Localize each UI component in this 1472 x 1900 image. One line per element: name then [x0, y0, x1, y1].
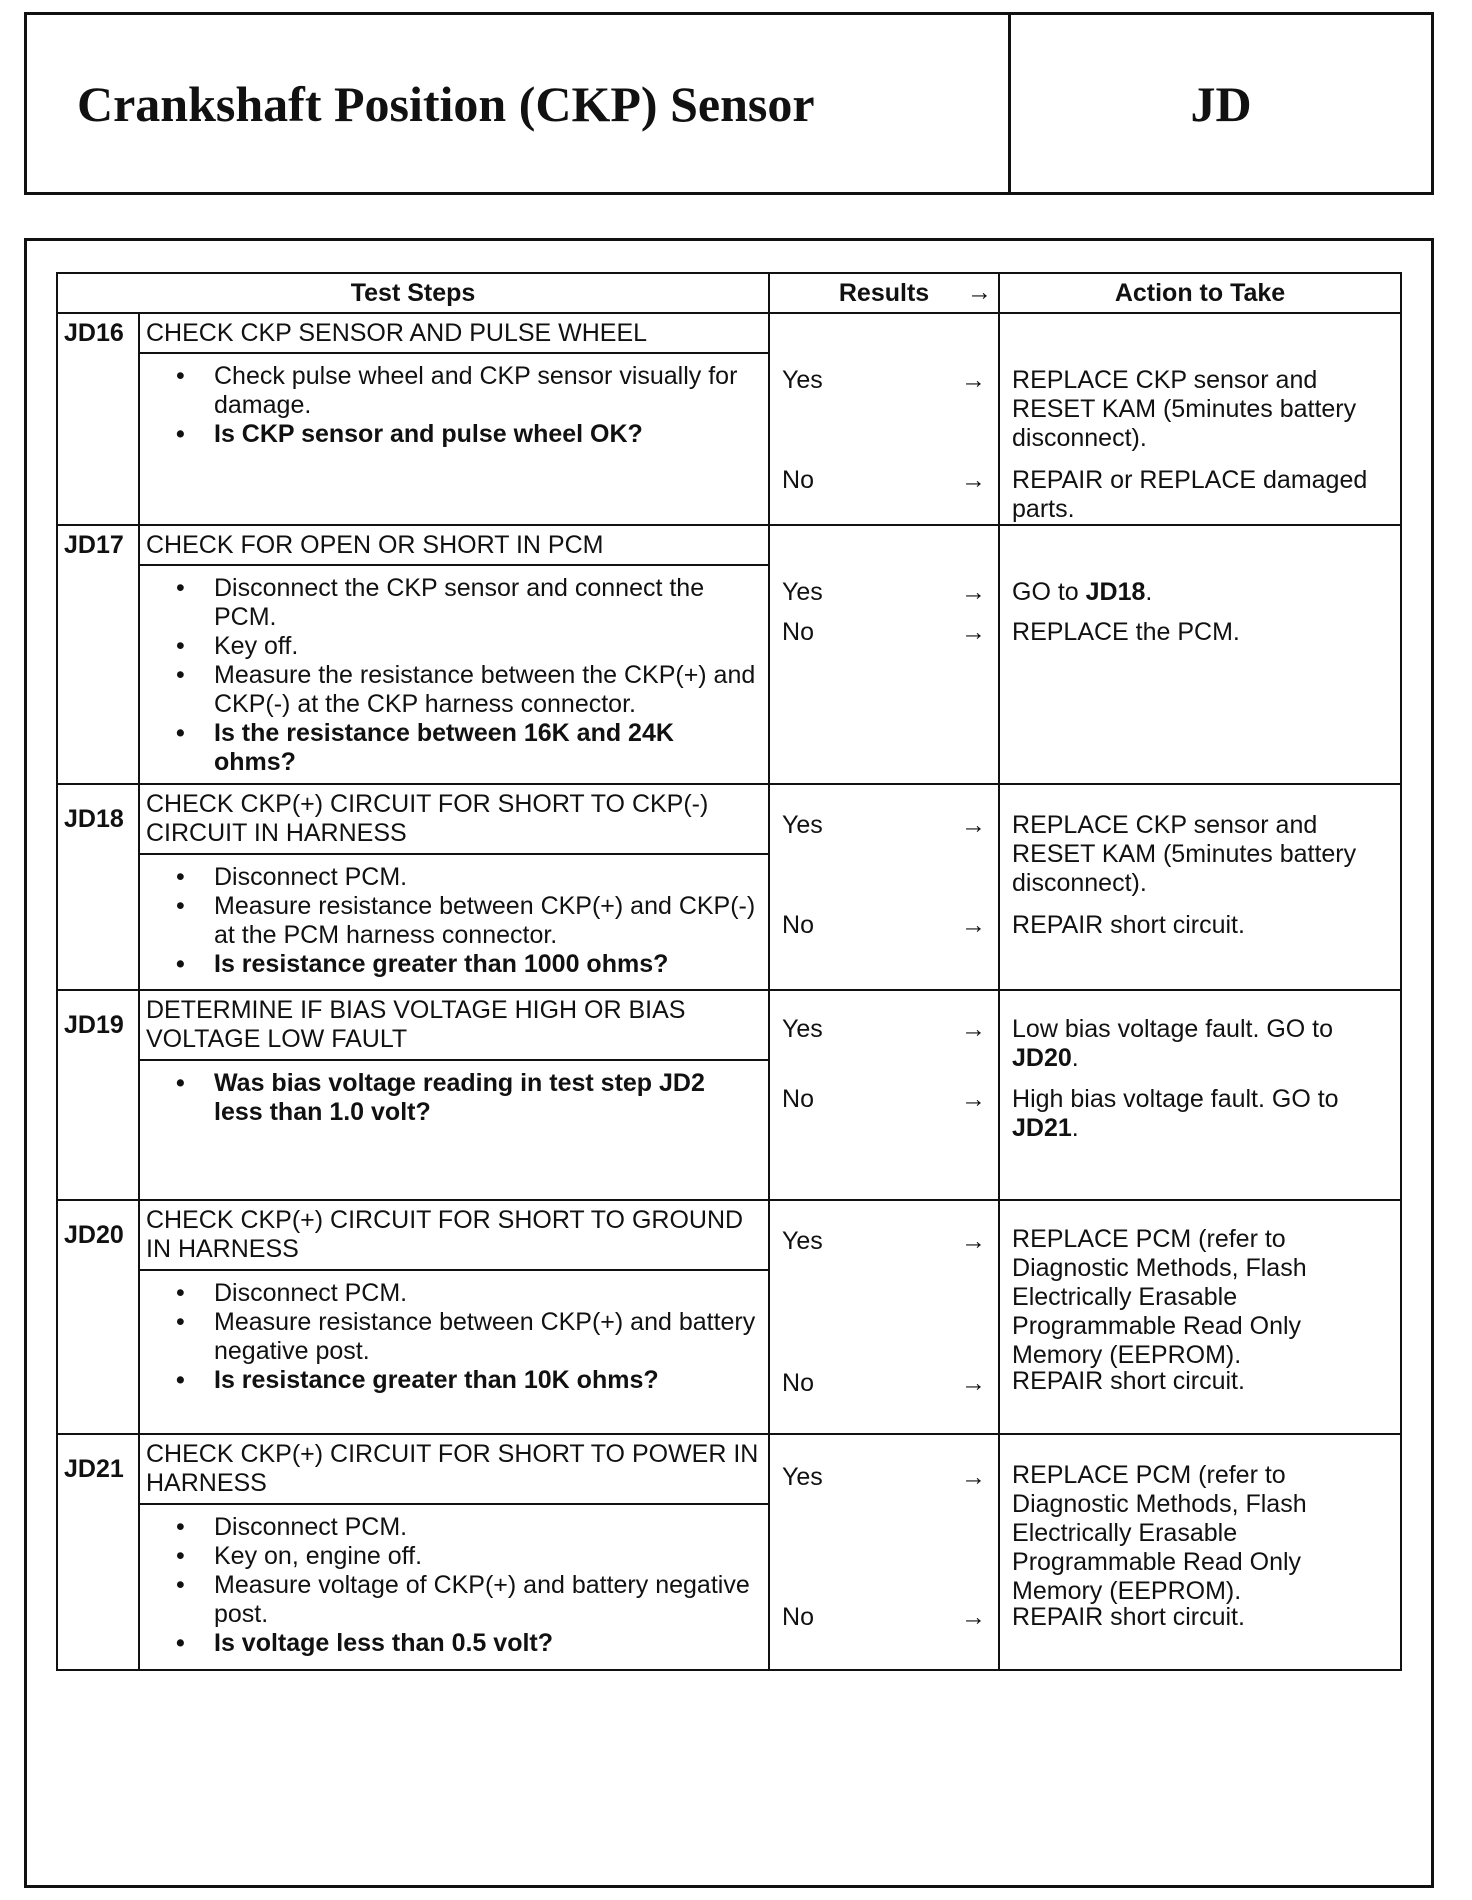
result-label: Yes	[782, 1227, 823, 1255]
result-yes	[782, 1227, 990, 1256]
procedure-bullet: • Disconnect PCM.	[174, 1513, 760, 1542]
procedure-bullet: • Key off.	[174, 632, 760, 661]
step-title-row	[57, 525, 1401, 565]
result-label: Yes	[782, 1463, 823, 1491]
step-actions	[999, 990, 1401, 1200]
result-label: No	[782, 1369, 814, 1397]
test-steps-table	[56, 272, 1402, 1671]
step-actions	[999, 1434, 1401, 1670]
step-title-row	[57, 313, 1401, 353]
step-title-row	[57, 990, 1401, 1060]
action-suffix: .	[1071, 1044, 1079, 1072]
procedure-list	[140, 1505, 768, 1664]
procedure-bullet: • Check pulse wheel and CKP sensor visually for damage.	[174, 362, 760, 420]
action-text	[1012, 578, 1390, 607]
result-yes	[782, 1015, 990, 1044]
result-yes	[782, 1463, 990, 1492]
step-id: JD16	[57, 313, 139, 353]
result-label: Yes	[782, 578, 823, 606]
procedure-question: • Is resistance greater than 10K ohms?	[174, 1366, 760, 1395]
page-header	[24, 12, 1434, 195]
arrow-icon: →	[967, 278, 993, 306]
step-title: CHECK FOR OPEN OR SHORT IN PCM	[139, 525, 769, 565]
step-title: CHECK CKP(+) CIRCUIT FOR SHORT TO GROUND IN HARNESS	[139, 1200, 769, 1270]
step-results	[769, 1200, 999, 1434]
action-suffix: .	[1145, 578, 1153, 606]
step-title: CHECK CKP(+) CIRCUIT FOR SHORT TO POWER IN HARNESS	[139, 1434, 769, 1504]
col-results	[769, 273, 999, 313]
result-label: Yes	[782, 1015, 823, 1043]
procedure-bullet: • Disconnect PCM.	[174, 1279, 760, 1308]
arrow-icon: →	[961, 1227, 987, 1255]
step-title-row	[57, 1434, 1401, 1504]
step-id: JD20	[57, 1200, 139, 1270]
step-results	[769, 1434, 999, 1670]
action-text	[1012, 1015, 1390, 1073]
step-id-spacer	[57, 854, 139, 990]
result-label: Yes	[782, 366, 823, 394]
action-text: REPLACE PCM (refer to Diagnostic Methods, Flash Electrically Erasable Programmable Read Only Memory (EEPROM).	[1012, 1461, 1307, 1605]
arrow-icon: →	[961, 1369, 987, 1397]
action-text: REPAIR or REPLACE damaged parts.	[1012, 466, 1368, 523]
procedure-bullet: • Disconnect the CKP sensor and connect the PCM.	[174, 574, 760, 632]
result-label: No	[782, 1085, 814, 1113]
procedure-bullet: • Measure voltage of CKP(+) and battery negative post.	[174, 1571, 760, 1629]
result-yes	[782, 811, 990, 840]
col-test-steps: Test Steps	[57, 273, 769, 313]
result-no	[782, 618, 990, 647]
action-suffix: .	[1071, 1114, 1079, 1142]
procedure-bullet: • Measure the resistance between the CKP(+) and CKP(-) at the CKP harness connector.	[174, 661, 760, 719]
action-text: REPLACE CKP sensor and RESET KAM (5minutes battery disconnect).	[1012, 366, 1357, 452]
col-action: Action to Take	[999, 273, 1401, 313]
action-text: REPAIR short circuit.	[1012, 1367, 1245, 1395]
procedure-question: • Is CKP sensor and pulse wheel OK?	[174, 420, 760, 449]
step-id-spacer	[57, 1270, 139, 1434]
procedure-list	[140, 1271, 768, 1401]
result-label: No	[782, 466, 814, 494]
action-text: REPLACE CKP sensor and RESET KAM (5minutes battery disconnect).	[1012, 811, 1357, 897]
procedure-bullet: • Measure resistance between CKP(+) and battery negative post.	[174, 1308, 760, 1366]
action-prefix: Low bias voltage fault. GO to	[1012, 1015, 1334, 1043]
procedure-bullet: • Measure resistance between CKP(+) and CKP(-) at the PCM harness connector.	[174, 892, 760, 950]
step-title-row	[57, 784, 1401, 854]
action-text: REPLACE the PCM.	[1012, 618, 1240, 646]
result-yes	[782, 578, 990, 607]
arrow-icon: →	[961, 578, 987, 606]
result-no	[782, 911, 990, 940]
step-procedure	[139, 1270, 769, 1434]
step-id-spacer	[57, 353, 139, 525]
step-id-spacer	[57, 1060, 139, 1200]
procedure-bullet: • Disconnect PCM.	[174, 863, 760, 892]
step-procedure	[139, 565, 769, 784]
result-yes	[782, 366, 990, 395]
step-procedure	[139, 1060, 769, 1200]
procedure-question: • Was bias voltage reading in test step JD2 less than 1.0 volt?	[174, 1069, 760, 1127]
action-prefix: GO to	[1012, 578, 1086, 606]
table-header-row	[57, 273, 1401, 313]
step-id: JD19	[57, 990, 139, 1060]
step-results	[769, 313, 999, 525]
step-title: DETERMINE IF BIAS VOLTAGE HIGH OR BIAS VOLTAGE LOW FAULT	[139, 990, 769, 1060]
procedure-list	[140, 855, 768, 985]
arrow-icon: →	[961, 1085, 987, 1113]
procedure-list	[140, 566, 768, 783]
procedure-question: • Is voltage less than 0.5 volt?	[174, 1629, 760, 1658]
result-label: No	[782, 1603, 814, 1631]
step-title: CHECK CKP SENSOR AND PULSE WHEEL	[139, 313, 769, 353]
step-procedure	[139, 854, 769, 990]
step-actions	[999, 1200, 1401, 1434]
arrow-icon: →	[961, 366, 987, 394]
step-id-spacer	[57, 565, 139, 784]
action-step-ref: JD20	[1012, 1044, 1072, 1072]
action-prefix: High bias voltage fault. GO to	[1012, 1085, 1339, 1113]
arrow-icon: →	[961, 1463, 987, 1491]
step-actions	[999, 525, 1401, 784]
step-results	[769, 784, 999, 990]
result-label: No	[782, 618, 814, 646]
procedure-question: • Is the resistance between 16K and 24K ohms?	[174, 719, 760, 777]
step-id-spacer	[57, 1504, 139, 1670]
action-text: REPLACE PCM (refer to Diagnostic Methods, Flash Electrically Erasable Programmable Read Only Memory (EEPROM).	[1012, 1225, 1307, 1369]
result-no	[782, 1369, 990, 1398]
step-title-row	[57, 1200, 1401, 1270]
step-id: JD18	[57, 784, 139, 854]
action-text	[1012, 1085, 1390, 1143]
result-no	[782, 1085, 990, 1114]
procedure-bullet: • Key on, engine off.	[174, 1542, 760, 1571]
page-title: Crankshaft Position (CKP) Sensor	[27, 15, 1011, 192]
procedure-question: • Is resistance greater than 1000 ohms?	[174, 950, 760, 979]
arrow-icon: →	[961, 618, 987, 646]
action-step-ref: JD18	[1085, 578, 1146, 606]
result-label: Yes	[782, 811, 823, 839]
arrow-icon: →	[961, 1015, 987, 1043]
procedure-list	[140, 354, 768, 455]
step-procedure	[139, 353, 769, 525]
result-no	[782, 1603, 990, 1632]
step-actions	[999, 313, 1401, 525]
arrow-icon: →	[961, 466, 987, 494]
procedure-list	[140, 1061, 768, 1133]
action-text: REPAIR short circuit.	[1012, 1603, 1245, 1631]
step-actions	[999, 784, 1401, 990]
result-label: No	[782, 911, 814, 939]
step-id: JD17	[57, 525, 139, 565]
col-results-label: Results	[838, 278, 930, 307]
step-procedure	[139, 1504, 769, 1670]
result-no	[782, 466, 990, 495]
action-step-ref: JD21	[1012, 1114, 1072, 1142]
arrow-icon: →	[961, 1603, 987, 1631]
action-text: REPAIR short circuit.	[1012, 911, 1245, 939]
arrow-icon: →	[961, 811, 987, 839]
arrow-icon: →	[961, 911, 987, 939]
step-id: JD21	[57, 1434, 139, 1504]
step-title: CHECK CKP(+) CIRCUIT FOR SHORT TO CKP(-) CIRCUIT IN HARNESS	[139, 784, 769, 854]
step-results	[769, 990, 999, 1200]
step-results	[769, 525, 999, 784]
section-code: JD	[1190, 75, 1252, 132]
